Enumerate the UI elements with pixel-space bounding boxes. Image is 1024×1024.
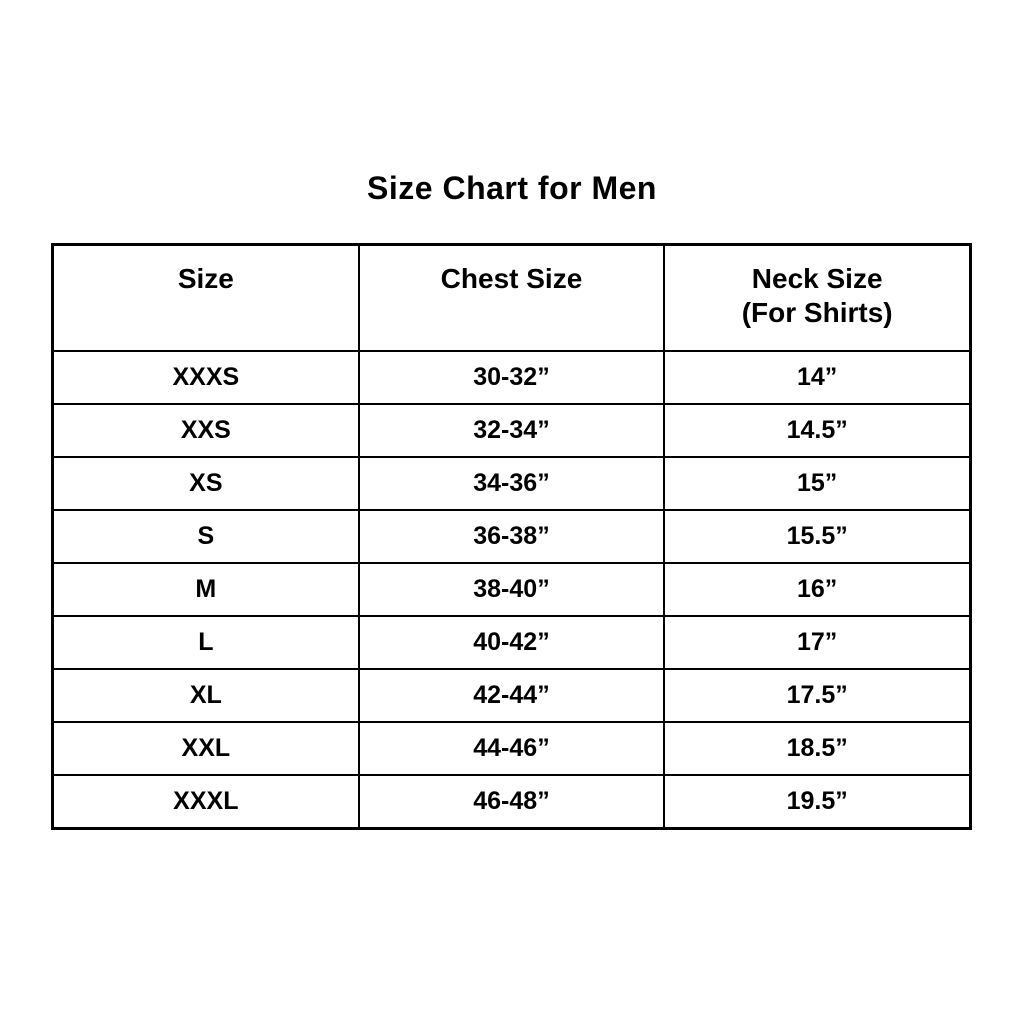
- table-cell: 15.5”: [664, 510, 970, 563]
- table-cell: XXXL: [53, 775, 359, 829]
- table-cell: 14.5”: [664, 404, 970, 457]
- table-cell: 36-38”: [359, 510, 665, 563]
- column-header-chest-size: [359, 245, 665, 352]
- table-cell: 44-46”: [359, 722, 665, 775]
- table-cell: XXL: [53, 722, 359, 775]
- table-cell: 18.5”: [664, 722, 970, 775]
- table-cell: 14”: [664, 351, 970, 404]
- table-cell: XXXS: [53, 351, 359, 404]
- table-cell: 32-34”: [359, 404, 665, 457]
- column-header-neck-size-label: Neck Size: [751, 263, 883, 294]
- column-header-neck-size: [664, 245, 970, 352]
- table-cell: 40-42”: [359, 616, 665, 669]
- column-header-size: [53, 245, 359, 352]
- page-title: Size Chart for Men: [367, 170, 657, 206]
- table-cell: 34-36”: [359, 457, 665, 510]
- column-header-size-label: Size: [177, 263, 234, 294]
- size-chart-table: [51, 243, 972, 830]
- table-cell: 16”: [664, 563, 970, 616]
- table-cell: 17”: [664, 616, 970, 669]
- table-cell: 46-48”: [359, 775, 665, 829]
- table-row: [53, 404, 971, 457]
- table-cell: 30-32”: [359, 351, 665, 404]
- table-row: [53, 669, 971, 722]
- table-cell: L: [53, 616, 359, 669]
- table-row: [53, 563, 971, 616]
- table-cell: M: [53, 563, 359, 616]
- table-cell: 17.5”: [664, 669, 970, 722]
- table-row: [53, 457, 971, 510]
- table-row: [53, 722, 971, 775]
- table-cell: 42-44”: [359, 669, 665, 722]
- table-header-row: [53, 245, 971, 352]
- table-cell: S: [53, 510, 359, 563]
- table-row: [53, 351, 971, 404]
- table-cell: XL: [53, 669, 359, 722]
- column-header-chest-size-label: Chest Size: [440, 263, 583, 294]
- table-cell: XXS: [53, 404, 359, 457]
- table-header: [53, 245, 971, 352]
- table-row: [53, 775, 971, 829]
- column-header-neck-size-sublabel: (For Shirts): [741, 297, 893, 328]
- table-body: [53, 351, 971, 829]
- table-cell: XS: [53, 457, 359, 510]
- table-row: [53, 616, 971, 669]
- table-cell: 38-40”: [359, 563, 665, 616]
- table-row: [53, 510, 971, 563]
- table-cell: 15”: [664, 457, 970, 510]
- table-cell: 19.5”: [664, 775, 970, 829]
